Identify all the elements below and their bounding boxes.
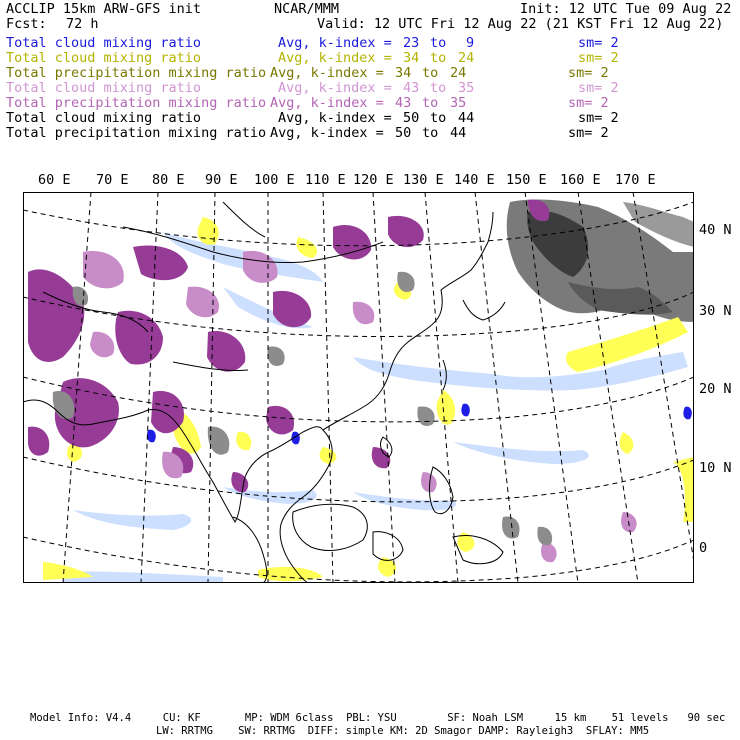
lon-label-130e: 130 E (403, 172, 444, 188)
legend-avg: Avg, k-index = (270, 65, 384, 81)
legend-to: to (430, 50, 447, 66)
legend-k1: 43 (403, 80, 420, 96)
footer-model-info: Model Info: V4.4 CU: KF MP: WDM 6class PBL: YSU SF: Noah LSM 15 km 51 levels 90 sec (30, 712, 726, 724)
legend-k1: 50 (403, 110, 420, 126)
legend-k2: 24 (458, 50, 475, 66)
lat-label-0: 0 (699, 540, 708, 556)
footer-physics-info: LW: RRTMG SW: RRTMG DIFF: simple KM: 2D Smagor DAMP: Rayleigh3 SFLAY: MM5 (156, 725, 650, 737)
lon-label-160e: 160 E (560, 172, 601, 188)
legend-sm: sm= 2 (578, 110, 619, 126)
legend-to: to (430, 110, 447, 126)
header-init: Init: 12 UTC Tue 09 Aug 22 (520, 1, 732, 17)
legend-k2: 35 (450, 95, 467, 111)
legend-to: to (422, 125, 439, 141)
lat-label-40n: 40 N (699, 222, 732, 238)
legend-avg: Avg, k-index = (270, 95, 384, 111)
legend-k1: 23 (403, 35, 420, 51)
legend-k2: 9 (466, 35, 475, 51)
legend-field: Total cloud mixing ratio (6, 80, 202, 96)
legend-avg: Avg, k-index = (270, 125, 384, 141)
legend-k1: 34 (395, 65, 412, 81)
legend-sm: sm= 2 (578, 80, 619, 96)
legend-k2: 44 (450, 125, 467, 141)
legend-k2: 44 (458, 110, 475, 126)
legend-sm: sm= 2 (568, 125, 609, 141)
legend-avg: Avg, k-index = (278, 50, 392, 66)
legend-avg: Avg, k-index = (278, 35, 392, 51)
legend-sm: sm= 2 (568, 95, 609, 111)
lon-label-70e: 70 E (96, 172, 129, 188)
lon-label-150e: 150 E (506, 172, 547, 188)
legend-field: Total cloud mixing ratio (6, 110, 202, 126)
header-fcst-value: 72 h (66, 16, 99, 32)
lat-label-20n: 20 N (699, 381, 732, 397)
legend-field: Total precipitation mixing ratio (6, 95, 267, 111)
lon-label-170e: 170 E (615, 172, 656, 188)
header-center: NCAR/MMM (274, 1, 340, 17)
legend-to: to (430, 80, 447, 96)
legend-avg: Avg, k-index = (278, 80, 392, 96)
legend-sm: sm= 2 (568, 65, 609, 81)
header-fcst-label: Fcst: (6, 16, 47, 32)
legend-field: Total precipitation mixing ratio (6, 125, 267, 141)
map-panel (23, 192, 694, 583)
lat-label-30n: 30 N (699, 303, 732, 319)
legend-k2: 35 (458, 80, 475, 96)
legend-to: to (422, 95, 439, 111)
legend-k2: 24 (450, 65, 467, 81)
lat-label-10n: 10 N (699, 460, 732, 476)
legend-field: Total precipitation mixing ratio (6, 65, 267, 81)
legend-to: to (422, 65, 439, 81)
legend-k1: 34 (403, 50, 420, 66)
legend-k1: 43 (395, 95, 412, 111)
legend-sm: sm= 2 (578, 35, 619, 51)
legend-sm: sm= 2 (578, 50, 619, 66)
lon-label-90e: 90 E (205, 172, 238, 188)
lon-label-80e: 80 E (152, 172, 185, 188)
legend-field: Total cloud mixing ratio (6, 50, 202, 66)
legend-field: Total cloud mixing ratio (6, 35, 202, 51)
lon-label-100e: 100 E (254, 172, 295, 188)
header-valid: Valid: 12 UTC Fri 12 Aug 22 (21 KST Fri 12 Aug 22) (317, 16, 724, 32)
lon-label-120e: 120 E (353, 172, 394, 188)
legend-avg: Avg, k-index = (278, 110, 392, 126)
lon-label-140e: 140 E (454, 172, 495, 188)
lon-label-110e: 110 E (305, 172, 346, 188)
legend-k1: 50 (395, 125, 412, 141)
header-title: ACCLIP 15km ARW-GFS init (6, 1, 202, 17)
lon-label-60e: 60 E (38, 172, 71, 188)
legend-to: to (430, 35, 447, 51)
